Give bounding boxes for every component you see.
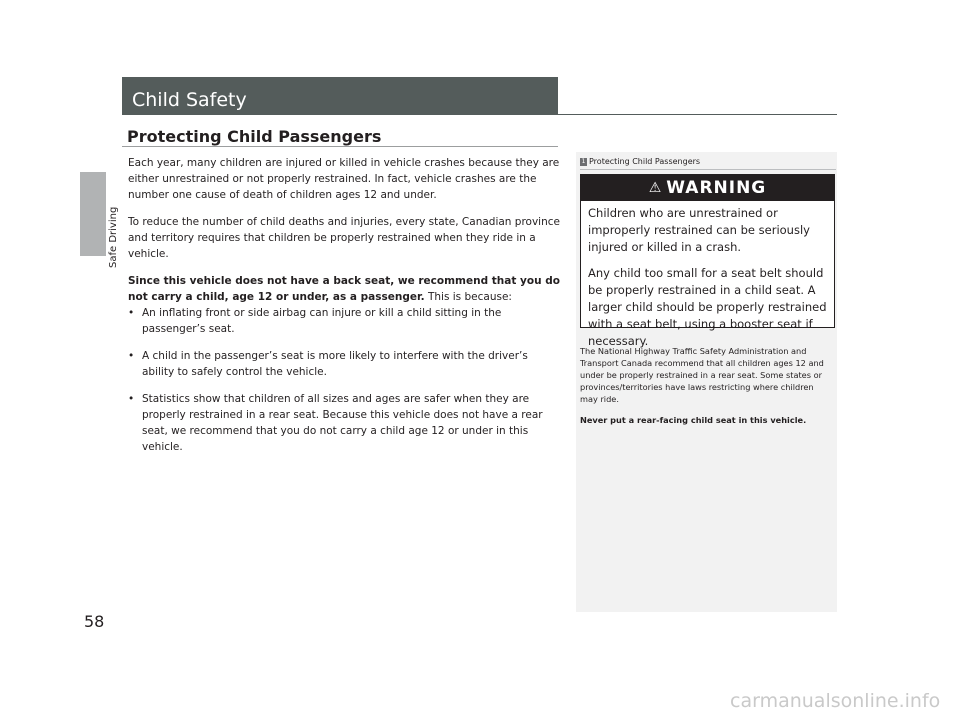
sidebar-heading: [580, 157, 836, 166]
main-text-column: [128, 155, 560, 466]
bullet-icon: •: [128, 393, 135, 405]
reference-icon: 1: [581, 157, 586, 165]
sidebar-notes: [580, 345, 830, 435]
paragraph-recommendation: [128, 273, 560, 305]
paragraph-intro: Each year, many children are injured or killed in vehicle crashes because they are either unrestrained or not properly restrained. In fact, vehicle crashes are the number one cause of death of children ages 12 and under.: [128, 157, 560, 201]
section-tab-text: Safe Driving: [108, 206, 119, 268]
warning-text-2: Any child too small for a seat belt should be properly restrained in a child seat. A larger child should be properly restrained with a seat belt, using a booster seat if necessary.: [588, 266, 827, 348]
paragraph-laws: To reduce the number of child deaths and injuries, every state, Canadian province and territory requires that children be properly restrained when they ride in a vehicle.: [128, 216, 560, 260]
sidebar-heading-text: Protecting Child Passengers: [589, 157, 701, 166]
sidebar-divider: [580, 169, 836, 170]
bullet-icon: •: [128, 307, 135, 319]
list-item-text: A child in the passenger’s seat is more likely to interfere with the driver’s ability to safely control the vehicle.: [142, 350, 528, 378]
sidebar-note: The National Highway Traffic Safety Administration and Transport Canada recommend that all children ages 12 and under be properly restrained in a rear seat. Some states or provinces/territories have laws restricting where children may ride.: [580, 346, 824, 404]
warning-text-1: Children who are unrestrained or improperly restrained can be seriously injured or killed in a crash.: [588, 206, 810, 254]
list-item: [128, 305, 560, 337]
list-item-text: Statistics show that children of all sizes and ages are safer when they are properly restrained in a rear seat. Because this vehicle does not have a rear seat, we recommend that you do not carry a child age 12 or under in this vehicle.: [142, 393, 543, 453]
list-item: [128, 391, 560, 455]
section-divider: [558, 114, 837, 115]
list-item-text: An inflating front or side airbag can injure or kill a child sitting in the passenger’s seat.: [142, 307, 502, 335]
page-number: 58: [84, 612, 105, 631]
warning-header: [581, 175, 834, 201]
bullet-icon: •: [128, 350, 135, 362]
reasons-list: [128, 305, 560, 455]
warning-box: [580, 174, 835, 348]
sidebar-note-bold: Never put a rear-facing child seat in this vehicle.: [580, 415, 807, 425]
subsection-divider: [122, 146, 558, 147]
section-title: Child Safety: [132, 89, 247, 111]
warning-label: WARNING: [666, 178, 767, 198]
watermark-text: carmanualsonline.info: [730, 690, 941, 712]
list-item: [128, 348, 560, 380]
subsection-title: Protecting Child Passengers: [127, 127, 382, 146]
warning-body: [581, 201, 834, 350]
recommendation-bold: Since this vehicle does not have a back seat, we recommend that you do not carry a child, age 12 or under, as a passenger.: [128, 275, 560, 303]
warning-triangle-icon: ⚠: [648, 180, 663, 196]
section-tab-label: [78, 197, 119, 268]
recommendation-rest: This is because:: [424, 291, 512, 303]
